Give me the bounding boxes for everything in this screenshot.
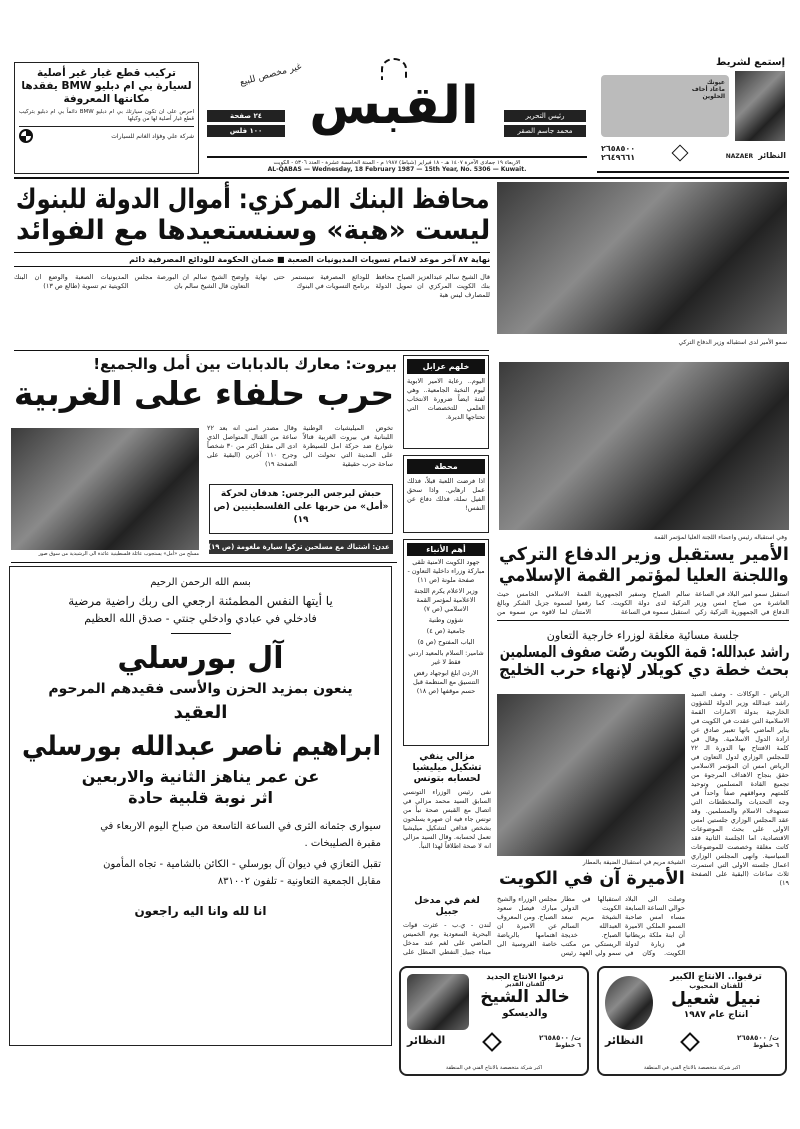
lead-headline: محافظ البنك المركزي: أموال الدولة للبنوك	[17, 184, 491, 215]
price-box	[208, 110, 286, 137]
editor-box: رئيس التحرير محمد جاسم الصقر	[505, 110, 587, 137]
anne-photo-caption: الشيخة مريم في استقبال الضيفة بالمطار	[583, 859, 686, 866]
masthead-rule	[15, 177, 790, 179]
gcc-body: الرياض - الوكالات - وصف السيد راشد عبدالله وزير الدولة للشؤون الخارجية بدولة الامارات القمة الاسلامية التي عقدت في الكويت في يناير الماضي بانها تعبير صادق عن ارادة الدول الاسلامية. وقال في كلمة الافتتاح بها الدورة الـ ٢٢ للمجلس الوزاري لدول التعاون في الرياض امس ان المؤتمر الاسلامي حقق بنجاح الاهداف المرجوة من تجميع القادة المسلمين وتوحيد كلمتهم ومواقفهم صفاً واحداً في وجه التحديات والمخططات التي تستهدف الاسلام والمسلمين. وقد عقد المجلس الوزاري جلستين امس الاولى على بحث الموضوعات الاقتصادية، اما الجلسة الثانية فقد كانت مغلقة وخصصت للموضوعات السياسية. وانهى المجلس الوزاري اعمال جلسته الاولى التي استمرت ثلاث ساعات (البقية على الصفحة ١٩)	[692, 690, 790, 887]
emir-photo-caption: وفي استقباله رئيس واعضاء اللجنة العليا لمؤتمر القمة	[655, 534, 788, 541]
bmw-dealer: شركة علي وفؤاد الغانم للسيارات	[112, 132, 195, 140]
beirut-body-col: وقال مصدر امني انه بعد ٢٢ ساعة من القتال المتواصل الذي ادى الى مقتل اكثر من ٣٠ شخصاً وجرح ١١٠ آخرين (البقية على الصفحة ١٩)	[208, 424, 299, 468]
index-item[interactable]: الاردن ابلغ ابوجهاد رفض التنسيق مع المنظمة قبل حسم موقفها (ص ١٨)	[413, 669, 481, 695]
nazaer-logo-icon	[483, 1032, 503, 1052]
dateline: الاربعاء ١٩ جمادى الآخرة ١٤٠٧ هـ - ١٨ فبراير (شباط) ١٩٨٧ م - السنة الخامسة عشرة - العدد ٥٣٠٦ - الكويت AL-QABAS — Wednesday, 18 February 1987 — 15th Year, No. 5306 — Kuwait.	[208, 156, 588, 173]
lead-body-col: واوضح الشيخ سالم ان البورصة مجلس التعاون قال الشيخ سالم بان	[135, 273, 250, 291]
mzali-story: مزالي ينفي تشكيل ميليشيا لحسابه بتونس نفى رئيس الوزراء التونسي السابق السيد محمد مزالي في اتصال مع القبس صحة نبأ من تونس جاء فيه ان صهره يسلحون بشخص قذافي لتشكيل ميليشيا تعمل لحسابه. وقال السيد مزالي انه لا صحة اطلاقاً لهذا النبأ.	[404, 751, 492, 850]
emir-story: الأمير يستقبل وزير الدفاع التركي واللجنة العليا لمؤتمر القمة الإسلامي استقبل سمو امير البلاد في الساعة العاشرة من صباح امس وزير الدفاع في الجمهورية التركية زكي سالم الصباح وسفير الجمهورية التركية لدى دولة الكويت. كما استقبل سموه في الساعة القمة الاسلامي الخامس حيث رفعوا لسموه جزيل الشكر وبالغ الامتنان لما لاقوه من سموه من	[498, 545, 790, 621]
obituary: بسم الله الرحمن الرحيم يا أيتها النفس المطمئنة ارجعي الى ربك راضية مرضية فادخلي في عبادي وادخلي جنتي - صدق الله العظيم آل بورسلي ينعون بمزيد الحزن والأسى فقيدهم المرحوم العقيد ابراهيم ناصر عبدالله بورسلي عن عمر يناهز الثانية والاربعين اثر نوبة قلبية حادة سيوارى جثمانه الثرى في الساعة التاسعة من صباح اليوم الاربعاء في مقبرة الصليبخات . تقبل التعازي في ديوان آل بورسلي - الكائن بالشامية - تجاه المأمون مقابل الجمعية التعاونية - تلفون ٨٣١٠٠٢ انا لله وانا اليه راجعون	[10, 566, 393, 1046]
nazaer-logo-icon	[681, 1032, 701, 1052]
bmw-logo-icon	[20, 129, 34, 143]
index-item[interactable]: الباب المفتوح (ص ٥)	[418, 638, 476, 646]
khaled-photo	[408, 974, 470, 1030]
index-item[interactable]: جهود الكويت الامنية تلقى مباركة وزراء داخلية التعاون - صفحة ملونة (ص ١١)	[408, 558, 486, 584]
militia-photo	[12, 428, 200, 550]
lead-body-col: قال الشيخ سالم عبدالعزيز الصباح محافظ بنك الكويت المركزي ان تمويل الدولة للمصارف ليس هبة	[376, 273, 491, 300]
index-item[interactable]: شؤون وطنية	[429, 616, 465, 624]
lead-body-col: المديونيات الصعبة والوضع ان البنك الكويتية تم تسوية (طالع ص ١٣)	[15, 273, 130, 291]
emir-turkish-minister-photo	[498, 182, 788, 334]
beirut-photo-caption: مسلح من «أمل» يستجوب عائلة فلسطينية عائدة الى الرشيدية من سوق صور	[39, 551, 200, 557]
column-khalhum: خلهم عرابل اليوم.. رعاية الامير الابوية ليوم النخبة الجامعية.. وهي لفتة ايضاً ضرورة الانتخاب العلمي للتخصصات التي تحتاجها الديرة.	[404, 355, 490, 449]
mine-story: لغم في مدخل جبيل لندن - ي.ب - عثرت قوات البحرية السعودية يوم الخميس الماضي على لغم عند مدخل ميناء جبيل النفطي المطل على	[404, 895, 492, 956]
bmw-ad[interactable]	[15, 62, 200, 174]
index-item[interactable]: شامير: السلام بالمعيد اردني فقط لا غير	[409, 649, 485, 666]
nazaer-logo-icon	[673, 144, 690, 161]
logo: القبس غير مخصص للبيع	[300, 58, 490, 154]
bmw-ad-title: تركيب قطع غيار غير أصلية لسيارة بي ام دبليو BMW يفقدها مكانتها المعروفة	[22, 67, 193, 106]
aden-bar: عدن: اشتباك مع مسلحين تركوا سيارة ملغومة (ص ١٩)	[210, 540, 394, 554]
index-item[interactable]: وزير الاعلام يكرم اللجنة الاعلامية لمؤتمر القمة الاسلامي (ص ٧)	[415, 587, 479, 613]
habash-box: حبش لبرجس البرجس: هدفان لحركة «أمل» من حربها على الفلسطينيين (ص ١٩)	[210, 484, 394, 534]
beirut-headline: حرب حلفاء على الغربية	[14, 374, 396, 414]
news-index: أهم الأنباء جهود الكويت الامنية تلقى مباركة وزراء داخلية التعاون - صفحة ملونة (ص ١١) وزير الاعلام يكرم اللجنة الاعلامية لمؤتمر القمة الاسلامي (ص ٧) شؤون وطنية جامعية (ص ٤) الباب المفتوح (ص ٥) شامير: السلام بالمعيد اردني فقط لا غير الاردن ابلغ ابوجهاد رفض التنسيق مع المنظمة قبل حسم موقفها (ص ١٨)	[404, 539, 490, 746]
family-name: آل بورسلي	[118, 641, 285, 676]
lead-subline: نهاية ٨٧ آخر موعد لاتمام تسويات المديونيات الصعبة ■ ضمان الحكومة للودائع المصرفية دائم	[15, 252, 491, 267]
anne-body: وصلت الى البلاد حوالي الساعة السابعة مساء امس صاحبة السمو الملكي الاميرة آن ابنة ملكة بريطانيا في زيارة لدولة الكويت. وكان في استقبالها في مطار الكويت الدولي الشيخة مريم سعد العبدالله السالم الصباح. خديجة الريستكي من مكتب سمو ولي العهد رئيس مجلس الوزراء والشيخ مبارك فيصل سعود الصباح. ومن المعروف عن الاميرة ان اهتمامها بالرياضة خاصة الفروسية الى	[498, 895, 686, 957]
nabil-shuail-ad[interactable]: ترقبوا.. الانتاج الكبير للفنان المحبوب نبيل شعيل انتاج عام ١٩٨٧ ت/ ٢٦٥٨٥٠٠ ٦ خطوط النظائر اكبر شركة متخصصة بالانتاج الفني في المنطقة	[598, 966, 788, 1076]
higher-committee-photo	[500, 362, 790, 530]
lead-story	[15, 184, 491, 327]
singer-photo	[736, 71, 786, 141]
tape-ad[interactable]: إستمع لشريط عيونك ماعاد أخاف الحلوين النظائر NAZAER ٢٦٥٨٥٠٠ ٢٦٤٩٦٦١	[598, 55, 790, 173]
beirut-body-col: تخوض الميليشيات الوطنية اللبنانية في بيروت الغربية قتالاً شوارع ضد حركة امل للسيطرة على المدينة التي تحولت الى ساحة حرب حقيقية	[304, 424, 394, 468]
column-mahatta: محطة اذا فرضت اللعبة قبلاً، فذلك عمل ارهابي. واذا سحق الفيل نملة، فذلك دفاع عن النفس!	[404, 455, 490, 533]
nabil-photo	[606, 976, 654, 1030]
gcc-story: جلسة مسائية مغلقة لوزراء خارجية التعاون راشد عبدالله: قمة الكويت رصّت صفوف المسلمين بحث خطة دي كويلار لإنهاء حرب الخليج	[499, 629, 790, 680]
not-for-sale: غير مخصص للبيع	[239, 61, 304, 89]
khaled-sheikh-ad[interactable]: ترقبوا الانتاج الجديد للفنان القدير خالد الشيخ والديسكو ت/ ٢٦٥٨٥٠٠ ٦ خطوط النظائر اكبر شركة متخصصة بالانتاج الفني في المنطقة	[400, 966, 590, 1076]
page-count: ٢٤ صفحة	[208, 110, 286, 122]
lead-body-col: للودائع المصرفية سيستمر حتى نهاية برنامج التسويات في البنوك	[256, 273, 371, 291]
princess-anne-photo	[498, 694, 686, 856]
bmw-ad-body: احرص على ان تكون سيارتك بي ام دبليو BMW دائماً بي ام دبليو بتركيب قطع غيار أصلية لها من وكيلها	[20, 109, 195, 123]
lead-photo-caption: سمو الأمير لدى استقباله وزير الدفاع التركي	[679, 339, 788, 346]
deceased-name: ابراهيم ناصر عبدالله بورسلي	[22, 731, 382, 763]
price: ١٠٠ فلس	[208, 125, 286, 137]
beirut-story: بيروت: معارك بالدبابات بين أمل والجميع! حرب حلفاء على الغربية	[12, 356, 398, 413]
lead-headline-2: ليست «هبة» وسنستعيدها مع الفوائد	[16, 215, 491, 247]
index-item[interactable]: جامعية (ص ٤)	[427, 627, 467, 635]
anne-headline: الأميرة آن في الكويت	[500, 868, 686, 889]
